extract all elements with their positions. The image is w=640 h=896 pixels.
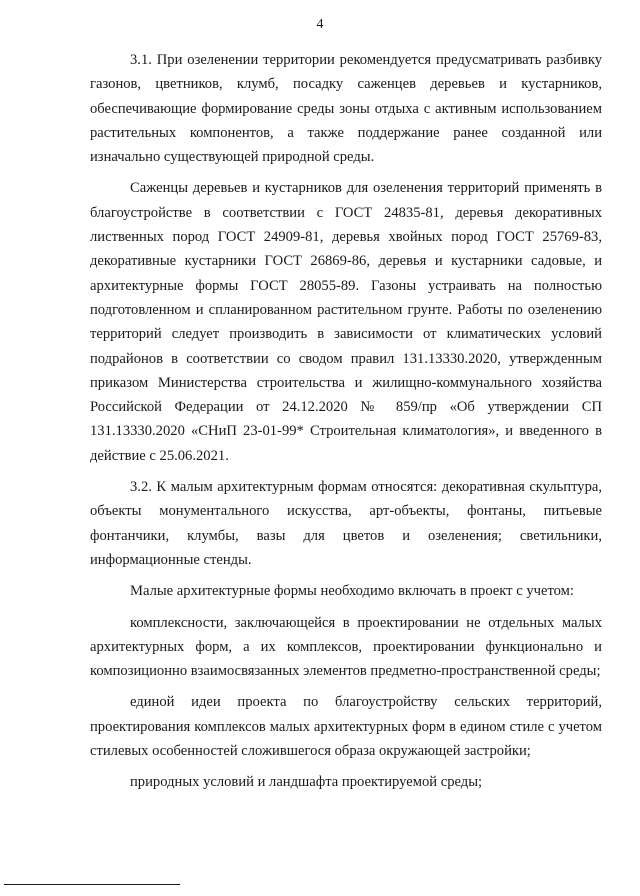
paragraph-natural-conditions: природных условий и ландшафта проектируемой среды; (130, 774, 483, 791)
page-number: 4 (316, 17, 324, 32)
footnote-divider (4, 884, 180, 885)
paragraph-unified-idea: единой идеи проекта по благоустройству сельских территорий, проектирования комплексов малых архитектурных форм в едином стиле с учетом стилевых особенностей сложившегося образа окружающей застройки; (90, 694, 602, 760)
paragraph-3-2: 3.2. К малым архитектурным формам относятся: декоративная скульптура, объекты монументального искусства, арт-объекты, фонтаны, питьевые фонтанчики, клумбы, вазы для цветов и озеленения; светильники, информационные стенды. (90, 479, 602, 568)
paragraph-complexity: комплексности, заключающейся в проектировании не отдельных малых архитектурных форм, а их комплексов, проектировании функционально и композиционно взаимосвязанных элементов предметно-пространственной среды; (90, 614, 602, 680)
document-body (90, 48, 602, 795)
paragraph-include-intro: Малые архитектурные формы необходимо включать в проект с учетом: (130, 583, 574, 600)
paragraph-3-1: 3.1. При озеленении территории рекомендуется предусматривать разбивку газонов, цветников, клумб, посадку саженцев деревьев и кустарников, обеспечивающие формирование среды зоны отдыха с активным использованием растительных компонентов, а также поддержание ранее созданной или изначально существующей природной среды. (90, 52, 602, 166)
paragraph-seedlings: Саженцы деревьев и кустарников для озеленения территорий применять в благоустройстве в соответствии с ГОСТ 24835-81, деревья декоративных лиственных пород ГОСТ 24909-81, деревья хвойных пород ГОСТ 25769-83, декоративные кустарники ГОСТ 26869-86, деревья и кустарники садовые, и архитектурные формы ГОСТ 28055-89. Газоны устраивать на полностью подготовленном и спланированном растительном грунте. Работы по озеленению территорий следует производить в зависимости от климатических условий подрайонов в соответствии со сводом правил 131.13330.2020, утвержденным приказом Министерства строительства и жилищно-коммунального хозяйства Российской Федерации от 24.12.2020 № 859/пр «Об утверждении СП 131.13330.2020 «СНиП 23-01-99* Строительная климатология», и введенного в действие с 25.06.2021. (90, 180, 602, 464)
